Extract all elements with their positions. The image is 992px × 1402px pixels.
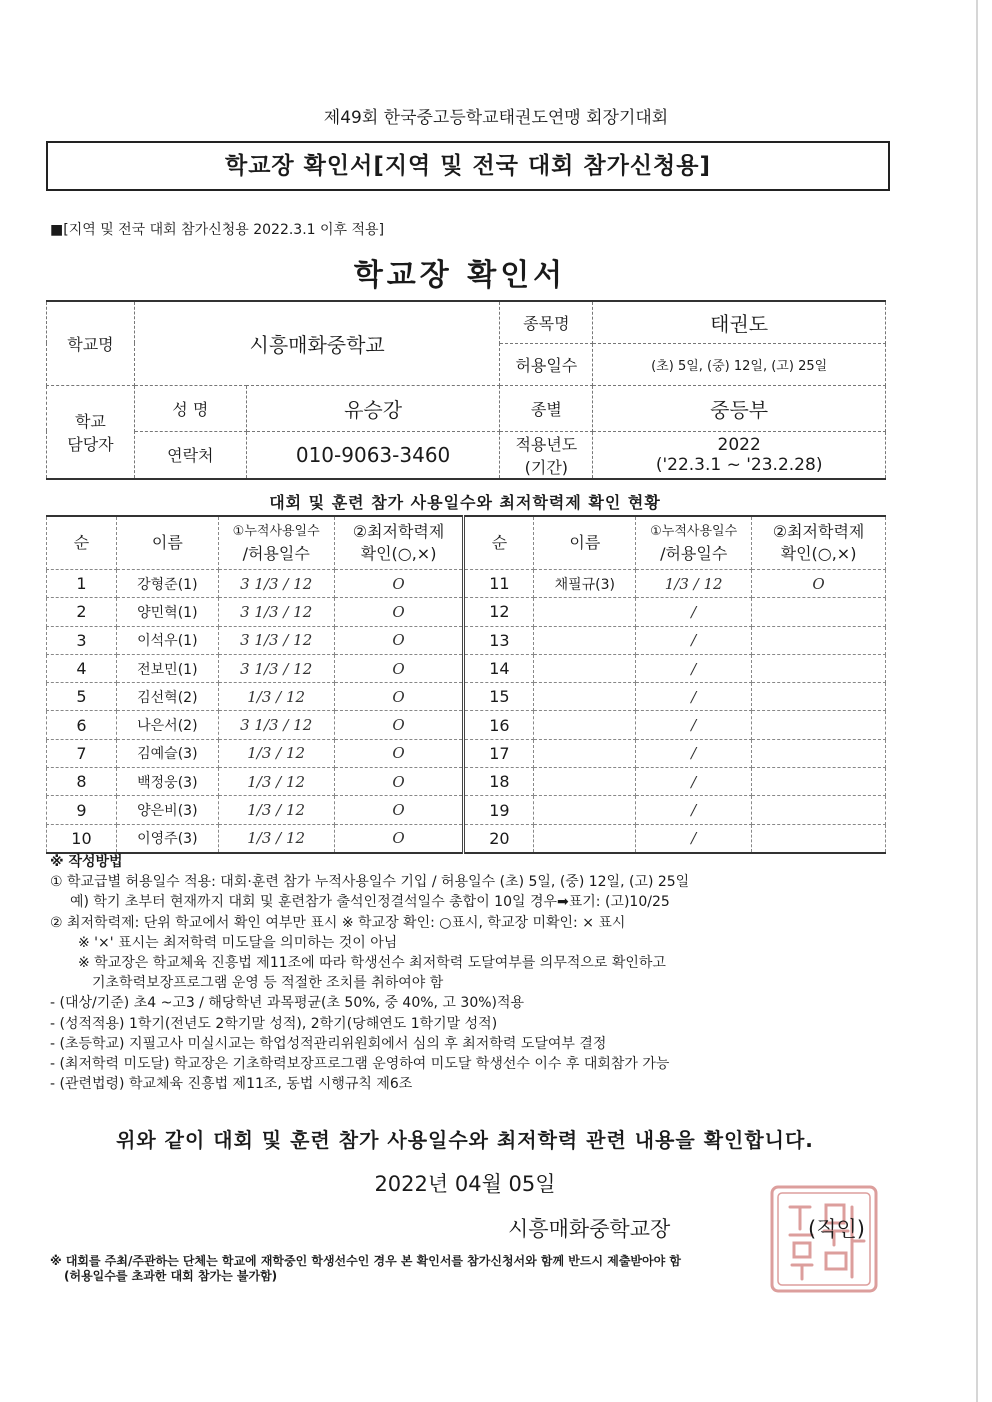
contact-group-label-1: 학교 (74, 411, 106, 431)
year-value-2: ('22.3.1 ~ '23.2.28) (655, 454, 823, 475)
header-name: 이름 (116, 516, 218, 570)
roster-row (47, 683, 886, 711)
athlete-name (534, 739, 636, 767)
footnote-line-2: (허용일수를 초과한 대회 참가는 불가함) (64, 1269, 278, 1283)
athlete-name (534, 626, 636, 654)
sport-value: 태권도 (593, 301, 886, 343)
year-label-1: 적용년도 (515, 434, 578, 454)
academic-check: O (334, 570, 464, 598)
school-label: 학교명 (47, 301, 135, 385)
instruction-line: 예) 학기 초부터 현재까지 대회 및 훈련참가 출석인정결석일수 총합이 10일 경우➡표기: (고)10/25 (70, 894, 670, 911)
academic-check: O (334, 626, 464, 654)
instruction-line: ※ '×' 표시는 최저학력 미도달을 의미하는 것이 아님 (78, 934, 398, 951)
header-days-right (636, 516, 752, 570)
used-days: 1/3 / 12 (218, 683, 334, 711)
academic-check (752, 824, 886, 853)
academic-check: O (334, 739, 464, 767)
used-days: 1/3 / 12 (218, 796, 334, 824)
confirmation-statement: 위와 같이 대회 및 훈련 참가 사용일수와 최저학력 관련 내용을 확인합니다. (116, 1128, 814, 1152)
instruction-line: - (성적적용) 1학기(전년도 2학기말 성적), 2학기(당해연도 1학기말 성적) (50, 1015, 498, 1032)
sport-label: 종목명 (500, 301, 593, 343)
row-number: 16 (464, 711, 534, 739)
status-section-title: 대회 및 훈련 참가 사용일수와 최저학력제 확인 현황 (269, 493, 661, 512)
row-number: 7 (47, 739, 117, 767)
academic-check (752, 711, 886, 739)
roster-row (47, 711, 886, 739)
contact-group-label-2: 담당자 (67, 434, 114, 454)
academic-check (752, 739, 886, 767)
used-days: / (636, 768, 752, 796)
header-academic (334, 516, 464, 570)
row-number: 1 (47, 570, 117, 598)
used-days: / (636, 683, 752, 711)
instruction-line: - (대상/기준) 초4 ~고3 / 해당학년 과목평균(초 50%, 중 40%, 고 30%)적용 (50, 995, 525, 1012)
athlete-name: 나은서(2) (116, 711, 218, 739)
row-number: 5 (47, 683, 117, 711)
athlete-name: 양민혁(1) (116, 598, 218, 626)
form-title: 학교장 확인서 (353, 258, 567, 293)
instruction-line: ② 최저학력제: 단위 학교에서 확인 여부만 표시 ※ 학교장 확인: ○표시, 학교장 미확인: × 표시 (50, 914, 626, 931)
header-academic-1: ②최저학력제 (352, 522, 445, 541)
used-days: / (636, 711, 752, 739)
issue-date: 2022년 04월 05일 (374, 1172, 556, 1196)
used-days: 1/3 / 12 (218, 768, 334, 796)
header-academic-right (752, 516, 886, 570)
athlete-name: 채필규(3) (534, 570, 636, 598)
row-number: 17 (464, 739, 534, 767)
used-days: 3 1/3 / 12 (218, 626, 334, 654)
year-label-2: (기간) (524, 457, 569, 477)
instruction-line: - (관련법령) 학교체육 진흥법 제11조, 동법 시행규칙 제6조 (50, 1076, 413, 1093)
athlete-name (534, 711, 636, 739)
athlete-name: 김선혁(2) (116, 683, 218, 711)
roster-row (47, 598, 886, 626)
header-academic-right-2: 확인(○,×) (780, 544, 857, 563)
academic-check: O (334, 711, 464, 739)
row-number: 8 (47, 768, 117, 796)
academic-check: O (752, 570, 886, 598)
row-number: 19 (464, 796, 534, 824)
writing-instructions (50, 852, 910, 1094)
used-days: / (636, 824, 752, 853)
row-number: 18 (464, 768, 534, 796)
athlete-roster-table (46, 515, 886, 854)
school-info-table (46, 300, 886, 480)
academic-check (752, 654, 886, 682)
name-label: 성 명 (134, 385, 246, 431)
instructions-heading: ※ 작성방법 (50, 854, 123, 870)
roster-row (47, 824, 886, 853)
roster-row (47, 768, 886, 796)
used-days: / (636, 796, 752, 824)
row-number: 11 (464, 570, 534, 598)
used-days: / (636, 739, 752, 767)
academic-check (752, 796, 886, 824)
header-days-2: /허용일수 (242, 544, 310, 563)
academic-check: O (334, 824, 464, 853)
athlete-name: 이영주(3) (116, 824, 218, 853)
athlete-name (534, 598, 636, 626)
header-days-right-1: ①누적사용일수 (650, 524, 738, 539)
row-number: 10 (47, 824, 117, 853)
row-number: 6 (47, 711, 117, 739)
used-days: 3 1/3 / 12 (218, 654, 334, 682)
row-number: 14 (464, 654, 534, 682)
academic-check (752, 683, 886, 711)
row-number: 9 (47, 796, 117, 824)
athlete-name (534, 654, 636, 682)
header-days (218, 516, 334, 570)
athlete-name: 이석우(1) (116, 626, 218, 654)
used-days: 1/3 / 12 (218, 739, 334, 767)
academic-check: O (334, 683, 464, 711)
row-number: 20 (464, 824, 534, 853)
used-days: 1/3 / 12 (636, 570, 752, 598)
athlete-name: 강형준(1) (116, 570, 218, 598)
allowed-days-label: 허용일수 (500, 343, 593, 385)
roster-row (47, 626, 886, 654)
used-days: 3 1/3 / 12 (218, 570, 334, 598)
row-number: 3 (47, 626, 117, 654)
event-title: 제49회 한국중고등학교태권도연맹 회장기대회 (323, 108, 669, 128)
academic-check (752, 598, 886, 626)
academic-check (752, 768, 886, 796)
footnote-line-1: ※ 대회를 주최/주관하는 단체는 학교에 재학중인 학생선수인 경우 본 확인서를 참가신청서와 함께 반드시 제출받아야 함 (50, 1254, 681, 1268)
contact-group-label (47, 385, 135, 479)
applicability-note: ■[지역 및 전국 대회 참가신청용 2022.3.1 이후 적용] (50, 222, 385, 238)
instruction-line: ① 학교급별 허용일수 적용: 대회·훈련 참가 누적사용일수 기입 / 허용일수 (초) 5일, (중) 12일, (고) 25일 (50, 874, 690, 891)
athlete-name: 양은비(3) (116, 796, 218, 824)
principal-signature: 시흥매화중학교장 (508, 1217, 671, 1241)
instruction-line: ※ 학교장은 학교체육 진흥법 제11조에 따라 학생선수 최저학력 도달여부를 의무적으로 확인하고 (78, 955, 666, 972)
roster-header-row (47, 516, 886, 570)
used-days: / (636, 654, 752, 682)
athlete-name (534, 683, 636, 711)
row-number: 15 (464, 683, 534, 711)
row-number: 13 (464, 626, 534, 654)
document-title-box: 학교장 확인서[지역 및 전국 대회 참가신청용] (46, 141, 890, 191)
division-label: 종별 (500, 385, 593, 431)
athlete-name (534, 824, 636, 853)
instruction-line: - (초등학교) 지필고사 미실시교는 학업성적관리위원회에서 심의 후 최저학력 도달여부 결정 (50, 1035, 607, 1052)
athlete-name: 전보민(1) (116, 654, 218, 682)
athlete-name (534, 796, 636, 824)
academic-check: O (334, 796, 464, 824)
athlete-name (534, 768, 636, 796)
roster-row (47, 739, 886, 767)
year-label (500, 431, 593, 479)
instruction-line: - (최저학력 미도달) 학교장은 기초학력보장프로그램 운영하여 미도달 학생선수 이수 후 대회참가 가능 (50, 1056, 670, 1073)
allowed-days-value: (초) 5일, (중) 12일, (고) 25일 (593, 343, 886, 385)
used-days: 1/3 / 12 (218, 824, 334, 853)
roster-row (47, 796, 886, 824)
header-no: 순 (47, 516, 117, 570)
row-number: 4 (47, 654, 117, 682)
used-days: / (636, 598, 752, 626)
instruction-line: 기초학력보장프로그램 운영 등 적절한 조치를 취하여야 함 (92, 975, 444, 992)
academic-check: O (334, 768, 464, 796)
used-days: 3 1/3 / 12 (218, 598, 334, 626)
division-value: 중등부 (593, 385, 886, 431)
page-edge-line (976, 0, 978, 1402)
roster-row (47, 570, 886, 598)
name-value: 유승강 (246, 385, 500, 431)
academic-check (752, 626, 886, 654)
seal-label: (직인) (808, 1217, 865, 1241)
row-number: 2 (47, 598, 117, 626)
footnote (50, 1254, 930, 1284)
header-name-right: 이름 (534, 516, 636, 570)
academic-check: O (334, 598, 464, 626)
roster-row (47, 654, 886, 682)
athlete-name: 백정웅(3) (116, 768, 218, 796)
used-days: / (636, 626, 752, 654)
header-days-right-2: /허용일수 (660, 544, 728, 563)
header-academic-2: 확인(○,×) (360, 544, 437, 563)
header-academic-right-1: ②최저학력제 (772, 522, 865, 541)
row-number: 12 (464, 598, 534, 626)
phone-label: 연락처 (134, 431, 246, 479)
athlete-name: 김예슬(3) (116, 739, 218, 767)
year-value-1: 2022 (717, 434, 761, 455)
header-days-1: ①누적사용일수 (232, 524, 320, 539)
year-value (593, 431, 886, 479)
school-value: 시흥매화중학교 (134, 301, 500, 385)
header-no-right: 순 (464, 516, 534, 570)
phone-value: 010-9063-3460 (246, 431, 500, 479)
academic-check: O (334, 654, 464, 682)
used-days: 3 1/3 / 12 (218, 711, 334, 739)
